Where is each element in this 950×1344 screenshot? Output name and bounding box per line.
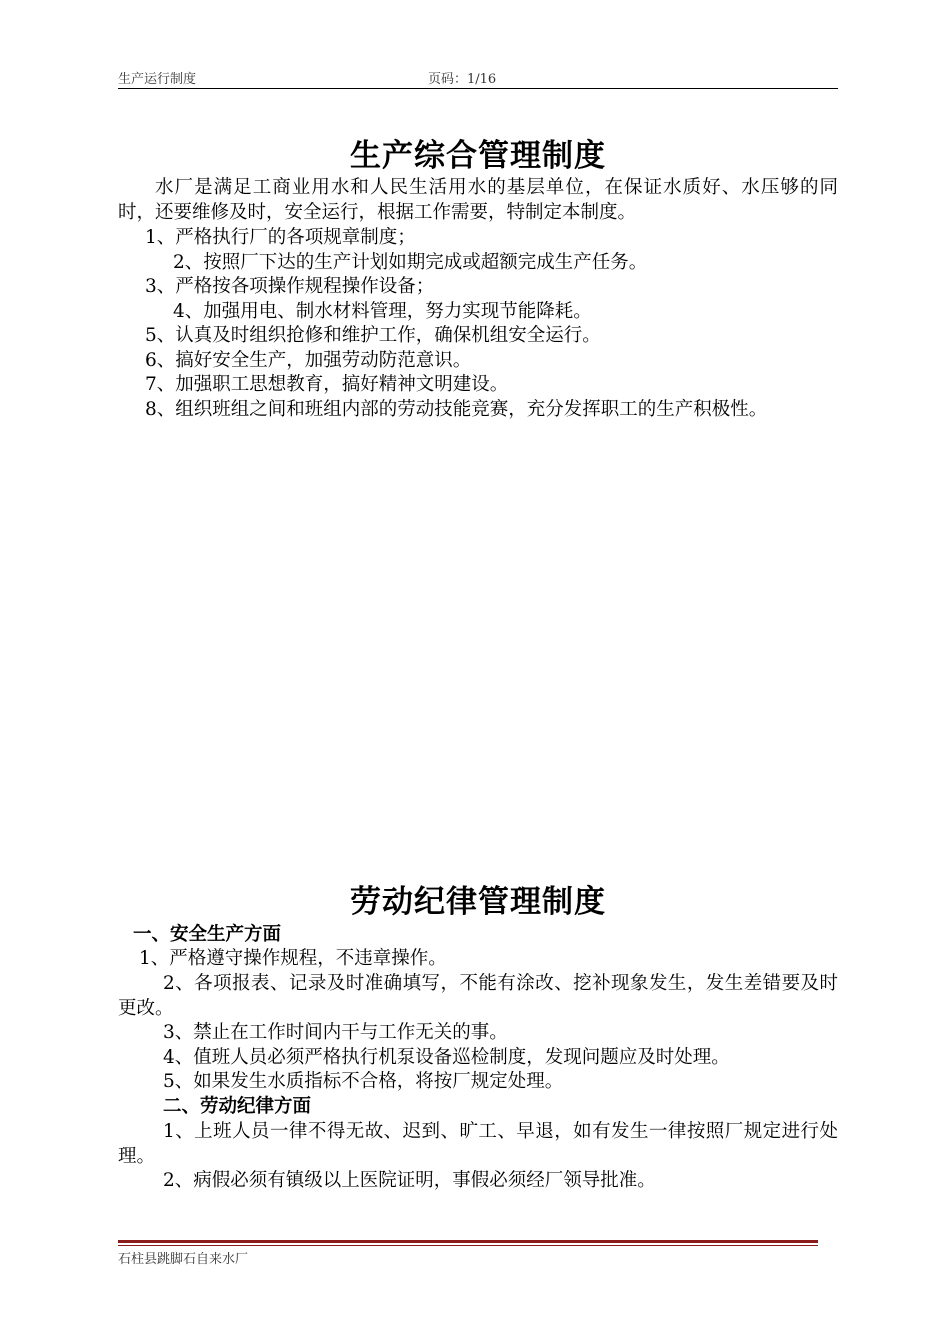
section1-item-6: 6、搞好安全生产，加强劳动防范意识。	[145, 350, 472, 371]
page-header	[118, 66, 838, 89]
section2-safety-item-3: 3、禁止在工作时间内干与工作无关的事。	[163, 1022, 508, 1043]
section2-safety-item-2: 2、各项报表、记录及时准确填写，不能有涂改、挖补现象发生，发生差错要及时更改。	[118, 973, 838, 1019]
page-footer: 石柱县跳脚石自来水厂	[118, 1252, 249, 1267]
section2-subheading-discipline: 二、劳动纪律方面	[163, 1096, 312, 1117]
section1-intro: 水厂是满足工商业用水和人民生活用水的基层单位，在保证水质好、水压够的同时，还要维修及时，安全运行，根据工作需要，特制定本制度。	[118, 177, 838, 223]
header-doc-title: 生产运行制度	[118, 72, 197, 87]
footer-rule-thin	[118, 1245, 818, 1246]
header-page-number: 页码：1/16	[428, 72, 497, 87]
section1-item-4: 4、加强用电、制水材料管理，努力实现节能降耗。	[173, 301, 592, 322]
section2-safety-item-1: 1、严格遵守操作规程，不违章操作。	[139, 948, 447, 969]
section2-title: 劳动纪律管理制度	[350, 884, 606, 920]
section1-item-8: 8、组织班组之间和班组内部的劳动技能竞赛，充分发挥职工的生产积极性。	[145, 399, 768, 420]
section1-item-2: 2、按照厂下达的生产计划如期完成或超额完成生产任务。	[173, 252, 648, 273]
section1-item-3: 3、严格按各项操作规程操作设备；	[145, 276, 435, 297]
section2-safety-item-5: 5、如果发生水质指标不合格，将按厂规定处理。	[163, 1071, 564, 1092]
section2-subheading-safety: 一、安全生产方面	[133, 924, 282, 945]
section2-discipline-item-2: 2、病假必须有镇级以上医院证明，事假必须经厂领导批准。	[163, 1170, 656, 1191]
section1-item-5: 5、认真及时组织抢修和维护工作，确保机组安全运行。	[145, 325, 601, 346]
footer-rule-thick	[118, 1240, 818, 1243]
section1-title: 生产综合管理制度	[350, 138, 606, 174]
section1-item-7: 7、加强职工思想教育，搞好精神文明建设。	[145, 374, 509, 395]
section1-item-1: 1、严格执行厂的各项规章制度；	[145, 227, 416, 248]
section2-discipline-item-1: 1、上班人员一律不得无故、迟到、旷工、早退，如有发生一律按照厂规定进行处理。	[118, 1121, 838, 1167]
section2-safety-item-4: 4、值班人员必须严格执行机泵设备巡检制度，发现问题应及时处理。	[163, 1047, 730, 1068]
